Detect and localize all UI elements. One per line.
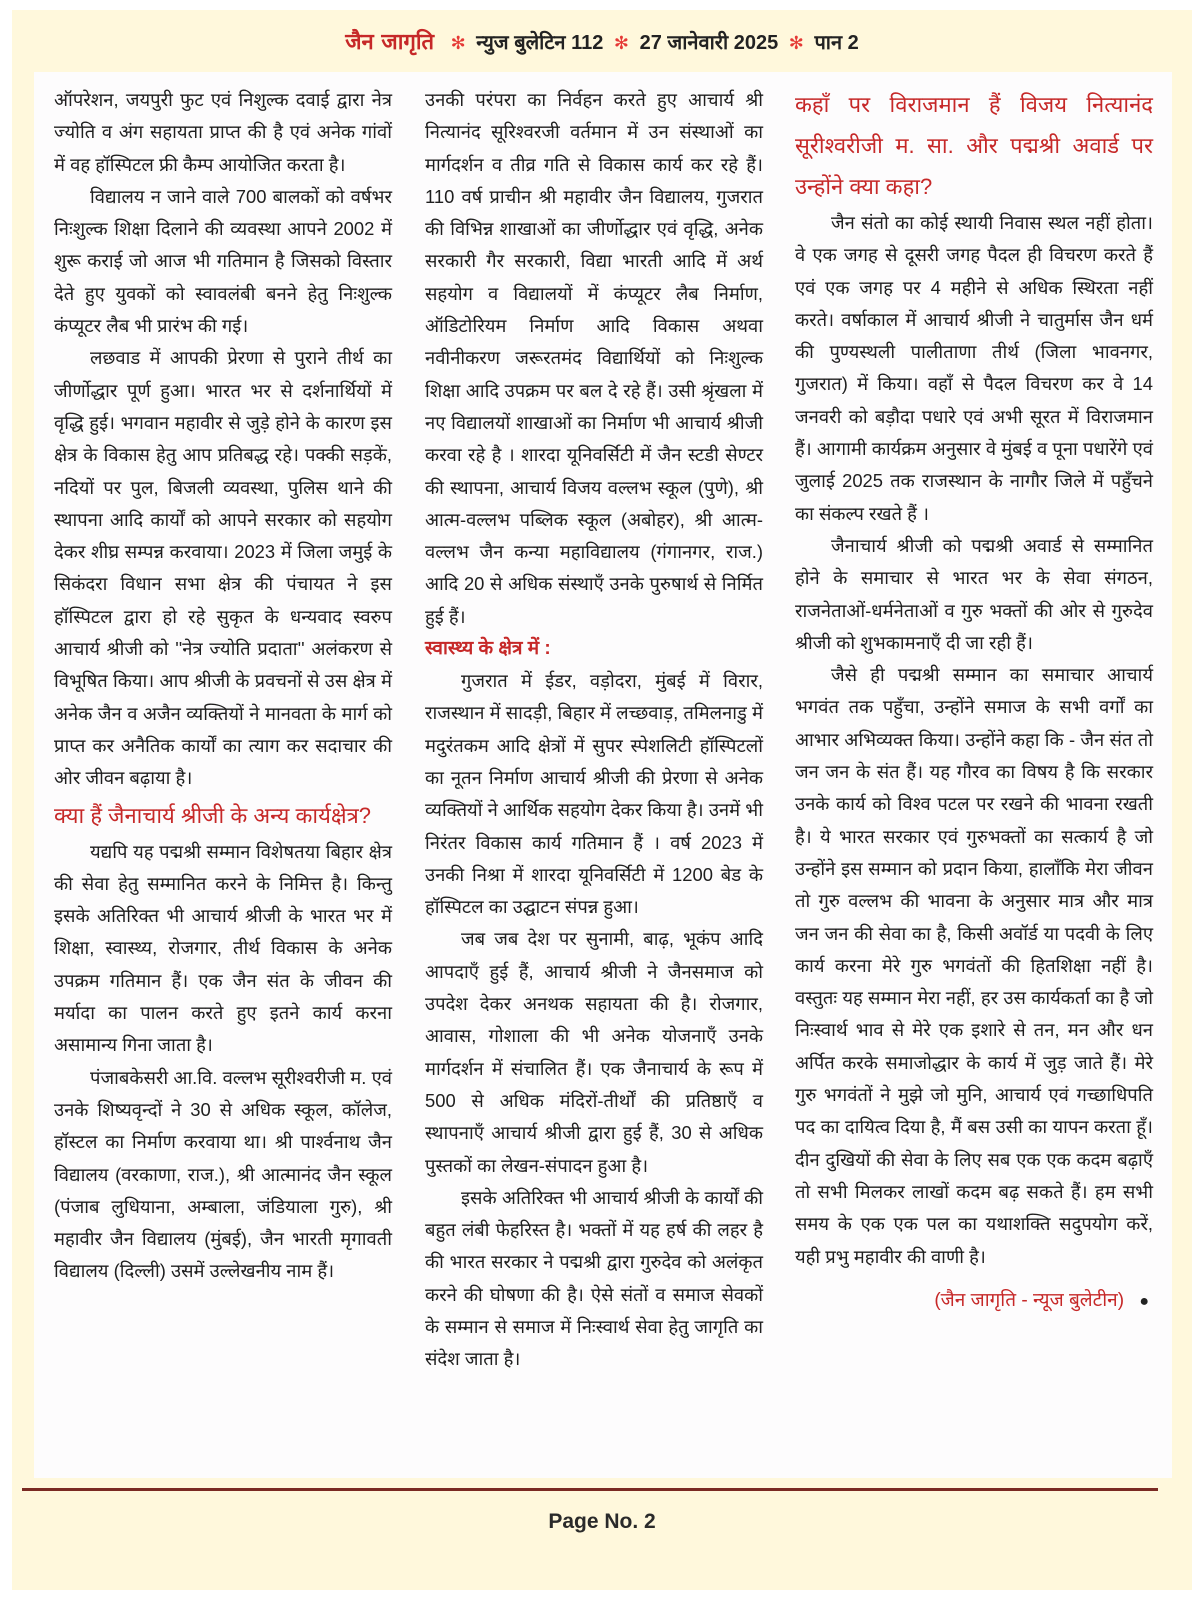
paragraph: पंजाबकेसरी आ.वि. वल्लभ सूरीश्वरीजी म. एवं उनके शिष्यवृन्दों ने 30 से अधिक स्कूल, कॉलेज, हॉस्टल का निर्माण करवाया था। श्री पार्श्वनाथ जैन विद्यालय (वरकाणा, राज.), श्री आत्मानंद जैन स्कूल (पंजाब लुधियाना, अम्बाला, जंडियाला गुरु), श्री महावीर जैन विद्यालय (मुंबई), जैन भारती मृगावती विद्यालय (दिल्ली) उसमें उल्लेखनीय नाम हैं। (54, 1066, 392, 1282)
paragraph: जब जब देश पर सुनामी, बाढ़, भूकंप आदि आपदाएँ हुई हैं, आचार्य श्रीजी ने जैनसमाज को उपदेश देकर अनथक सहायता की है। रोजगार, आवास, गोशाला की भी अनेक योजनाएँ उनके मार्गदर्शन में संचालित हैं। एक जैनाचार्य के रूप में 500 से अधिक मंदिरों-तीर्थों की प्रतिष्ठाएँ व स्थापनाएँ आचार्य श्रीजी द्वारा हुई हैं, 30 से अधिक पुस्तकों का लेखन-संपादन हुआ है। (425, 928, 763, 1176)
bulletin-number: न्युज बुलेटिन 112 (476, 32, 604, 54)
brand-logo: जैन जागृति (345, 29, 435, 55)
paragraph: यद्यपि यह पद्मश्री सम्मान विशेषतया बिहार क्षेत्र की सेवा हेतु सम्मानित करने के निमित्त है। किन्तु इसके अतिरिक्त भी आचार्य श्रीजी के भारत भर में शिक्षा, स्वास्थ्य, रोजगार, तीर्थ विकास के अनेक उपक्रम गतिमान हैं। एक जैन संत के जीवन की मर्यादा का पालन करते हुए इतने कार्य करना असामान्य गिना जाता है। (54, 840, 392, 1056)
issue-date: 27 जानेवारी 2025 (639, 32, 779, 54)
section-heading: कहाँ पर विराजमान हैं विजय नित्यानंद सूरीश्वरीजी म. सा. और पद्मश्री अवार्ड पर उन्होंने क्या कहा? (795, 92, 1153, 199)
section-heading: क्या हैं जैनाचार्य श्रीजी के अन्य कार्यक्षेत्र? (54, 802, 372, 828)
paragraph: जैसे ही पद्मश्री सम्मान का समाचार आचार्य भगवंत तक पहुँचा, उन्होंने समाज के सभी वर्गों का आभार अभिव्यक्त किया। उन्होंने कहा कि - जैन संत तो जन जन के संत हैं। यह गौरव का विषय है कि सरकार उनके कार्य को विश्व पटल पर रखने की भावना रखती है। ये भारत सरकार एवं गुरुभक्तों का सत्कार्य है जो उन्होंने इस सम्मान को प्रदान किया, हालाँकि मेरा जीवन तो गुरु वल्लभ की भावना के अनुसार मात्र और मात्र जन जन की सेवा का है, किसी अवॉर्ड या पदवी के लिए कार्य करना मेरे गुरु भगवंतों की हितशिक्षा नहीं है। वस्तुतः यह सम्मान मेरा नहीं, हर उस कार्यकर्ता का है जो निःस्वार्थ भाव से मेरे एक इशारे से तन, मन और धन अर्पित करके समाजोद्धार के कार्य में जुड़ जाते हैं। मेरे गुरु भगवंतों ने मुझे जो मुनि, आचार्य एवं गच्छाधिपति पद का दायित्व दिया है, मैं बस उसी का यापन करता हूँ। दीन दुखियों की सेवा के लिए सब एक एक कदम बढ़ाएँ तो सभी मिलकर लाखों कदम बढ़ सकते हैं। हम सभी समय के एक एक पल का यथाशक्ति सदुपयोग करें, यही प्रभु महावीर की वाणी है। (795, 664, 1153, 1267)
page-number: Page No. 2 (548, 1510, 656, 1533)
asterisk-icon: ✻ (450, 33, 466, 53)
paragraph: जैन संतो का कोई स्थायी निवास स्थल नहीं होता। वे एक जगह से दूसरी जगह पैदल ही विचरण करते हैं एवं एक जगह पर 4 महीने से अधिक स्थिरता नहीं करते। वर्षाकाल में आचार्य श्रीजी ने चातुर्मास जैन धर्म की पुण्यस्थली पालीताणा तीर्थ (जिला भावनगर, गुजरात) में किया। वहाँ से पैदल विचरण कर वे 14 जनवरी को बड़ौदा पधारे एवं अभी सूरत में विराजमान हैं। आगामी कार्यक्रम अनुसार वे मुंबई व पूना पधारेंगे एवं जुलाई 2025 तक राजस्थान के नागौर जिले में पहुँचने का संकल्प रखते हैं । (795, 212, 1153, 524)
column-2 (425, 84, 763, 1376)
paragraph: ऑपरेशन, जयपुरी फुट एवं निशुल्क दवाई द्वारा नेत्र ज्योति व अंग सहायता प्राप्त की है एवं अनेक गांवों में वह हॉस्पिटल फ्री कैम्प आयोजित करता है। (54, 89, 392, 175)
masthead (12, 26, 1192, 56)
paragraph: इसके अतिरिक्त भी आचार्य श्रीजी के कार्यों की बहुत लंबी फेहरिस्त है। भक्तों में यह हर्ष की लहर है की भारत सरकार ने पद्मश्री द्वारा गुरुदेव को अलंकृत करने की घोषणा की है। ऐसे संतों व समाज सेवकों के सम्मान से समाज में निःस्वार्थ सेवा हेतु जागृति का संदेश जाता है। (425, 1186, 763, 1370)
column-1 (54, 84, 392, 1288)
asterisk-icon: ✻ (788, 33, 804, 53)
section-heading: स्वास्थ्य के क्षेत्र में : (425, 638, 551, 660)
credit-text: (जैन जागृति - न्यूज बुलेटीन) (934, 1289, 1125, 1311)
paragraph: विद्यालय न जाने वाले 700 बालकों को वर्षभर निःशुल्क शिक्षा दिलाने की व्यवस्था आपने 2002 में शुरू कराई जो आज भी गतिमान है जिसको विस्तार देते हुए युवकों को स्वावलंबी बनने हेतु निःशुल्क कंप्यूटर लैब भी प्रारंभ की गई। (54, 185, 392, 337)
column-3 (795, 84, 1153, 1318)
newsletter-page (12, 10, 1192, 1590)
content-panel (34, 72, 1172, 1478)
page-label: पान 2 (814, 32, 859, 54)
asterisk-icon: ✻ (613, 33, 630, 53)
bullet-dot-icon: ● (1139, 1292, 1149, 1310)
paragraph: उनकी परंपरा का निर्वहन करते हुए आचार्य श्री नित्यानंद सूरिश्वरजी वर्तमान में उन संस्थाओं का मार्गदर्शन व तीव्र गति से विकास कार्य कर रहे हैं। 110 वर्ष प्राचीन श्री महावीर जैन विद्यालय, गुजरात की विभिन्न शाखाओं का जीर्णोद्धार एवं वृद्धि, अनेक सरकारी गैर सरकारी, विद्या भारती आदि में अर्थ सहयोग व विद्यालयों में कंप्यूटर लैब निर्माण, ऑडिटोरियम निर्माण आदि विकास अथवा नवीनीकरण जरूरतमंद विद्यार्थियों को निःशुल्क शिक्षा आदि उपक्रम पर बल दे रहे हैं। उसी श्रृंखला में नए विद्यालयों शाखाओं का निर्माण भी आचार्य श्रीजी करवा रहे है । शारदा यूनिवर्सिटी में जैन स्टडी सेण्टर की स्थापना, आचार्य विजय वल्लभ स्कूल (पुणे), श्री आत्म-वल्लभ पब्लिक स्कूल (अबोहर), श्री आत्म-वल्लभ जैन कन्या महाविद्यालय (गंगानगर, राज.) आदि 20 से अधिक संस्थाएँ उनके पुरुषार्थ से निर्मित हुई हैं। (425, 89, 763, 627)
paragraph: गुजरात में ईडर, वड़ोदरा, मुंबई में विरार, राजस्थान में सादड़ी, बिहार में लच्छवाड़, तमिलनाडु में मदुरंतकम आदि क्षेत्रों में सुपर स्पेशलिटी हॉस्पिटलों का नूतन निर्माण आचार्य श्रीजी की प्रेरणा से अनेक व्यक्तियों ने आर्थिक सहयोग देकर किया है। उनमें भी निरंतर विकास कार्य गतिमान हैं । वर्ष 2023 में उनकी निश्रा में शारदा यूनिवर्सिटी में 1200 बेड के हॉस्पिटल का उद्घाटन संपन्न हुआ। (425, 670, 763, 918)
footer-divider (22, 1488, 1158, 1491)
paragraph: लछवाड में आपकी प्रेरणा से पुराने तीर्थ का जीर्णोद्धार पूर्ण हुआ। भारत भर से दर्शनार्थियों में वृद्धि हुई। भगवान महावीर से जुड़े होने के कारण इस क्षेत्र के विकास हेतु आप प्रतिबद्ध रहे। पक्की सड़कें, नदियों पर पुल, बिजली व्यवस्था, पुलिस थाने की स्थापना आदि कार्यों को आपने सरकार को सहयोग देकर शीघ्र सम्पन्न करवाया। 2023 में जिला जमुई के सिकंदरा विधान सभा क्षेत्र की पंचायत ने इस हॉस्पिटल द्वारा हो रहे सुकृत के धन्यवाद स्वरुप आचार्य श्रीजी को ''नेत्र ज्योति प्रदाता'' अलंकरण से विभूषित किया। आप श्रीजी के प्रवचनों से उस क्षेत्र में अनेक जैन व अजैन व्यक्तियों ने मानवता के मार्ग को प्राप्त कर अनैतिक कार्यों का त्याग कर सदाचार की ओर जीवन बढ़ाया है। (54, 347, 392, 789)
article-credit (795, 1285, 1153, 1318)
paragraph: जैनाचार्य श्रीजी को पद्मश्री अवार्ड से सम्मानित होने के समाचार से भारत भर के सेवा संगठन, राजनेताओं-धर्मनेताओं व गुरु भक्तों की ओर से गुरुदेव श्रीजी को शुभकामनाएँ दी जा रही हैं। (795, 534, 1153, 653)
